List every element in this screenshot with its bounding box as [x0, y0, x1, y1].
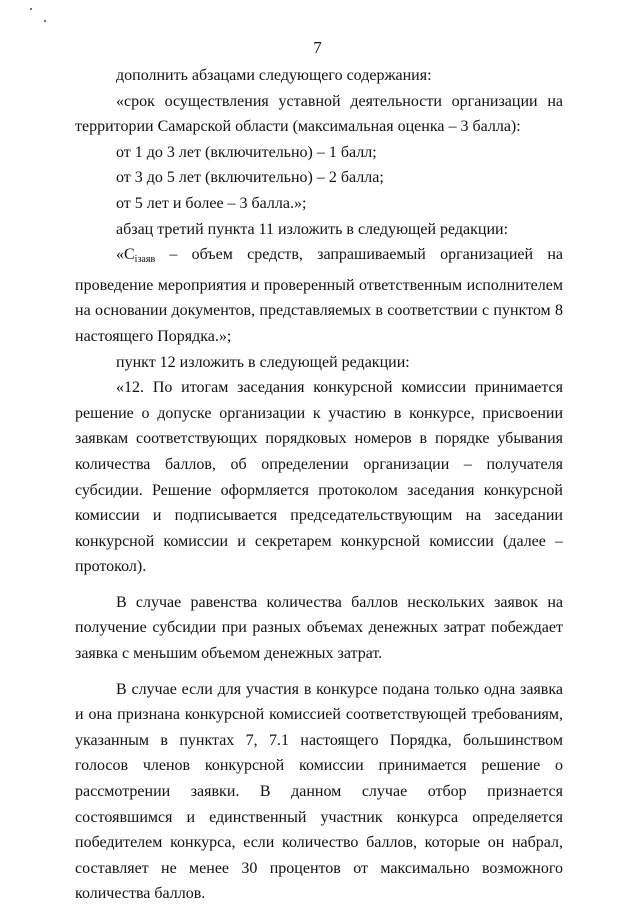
formula-subscript: iзаяв	[134, 254, 156, 266]
scan-speck	[30, 8, 32, 10]
formula-symbol: «C	[116, 246, 135, 264]
paragraph: от 1 до 3 лет (включительно) – 1 балл;	[116, 143, 377, 161]
paragraph: В случае равенства количества баллов нескольких заявок на получение субсидии при разных объемах денежных затрат побеждает заявка с меньшим объемом денежных затрат.	[75, 593, 563, 663]
formula-definition-text: – объем средств, запрашиваемый организацией на проведение мероприятия и проверенный ответственным исполнителем на основании документов, представляемых в соответствии с пунктом 8 настоящего Порядка.»;	[75, 246, 563, 345]
paragraph: абзац третий пункта 11 изложить в следующей редакции:	[116, 220, 509, 238]
paragraph: В случае если для участия в конкурсе подана только одна заявка и она признана конкурсной комиссией соответствующей требованиям, указанным в пунктах 7, 7.1 настоящего Порядка, большинством голосов членов конкурсной комиссии принимается решение о рассмотрении заявки. В данном случае отбор признается состоявшимся и единственный участник конкурса определяется победителем конкурса, если количество баллов, которые он набрал, составляет не менее 30 процентов от максимально возможного количества баллов.	[75, 680, 563, 903]
scan-speck	[44, 20, 46, 22]
paragraph: пункт 12 изложить в следующей редакции:	[116, 353, 410, 371]
paragraph: «срок осуществления уставной деятельности организации на территории Самарской области (максимальная оценка – 3 балла):	[75, 92, 563, 136]
paragraph: от 5 лет и более – 3 балла.»;	[116, 194, 307, 212]
paragraph: дополнить абзацами следующего содержания:	[116, 67, 432, 84]
page-number: 7	[313, 38, 322, 57]
paragraph: «12. По итогам заседания конкурсной комиссии принимается решение о допуске организации к участию в конкурсе, присвоении заявкам соответствующих порядковых номеров в порядке убывания количества баллов, об определении организации – получателя субсидии. Решение оформляется протоколом заседания конкурсной комиссии и подписывается председательствующим на заседании конкурсной комиссии и секретарем конкурсной комиссии (далее – протокол).	[75, 379, 563, 576]
paragraph-formula-definition	[75, 242, 563, 349]
paragraph: от 3 до 5 лет (включительно) – 2 балла;	[116, 169, 384, 187]
document-body	[75, 63, 563, 907]
